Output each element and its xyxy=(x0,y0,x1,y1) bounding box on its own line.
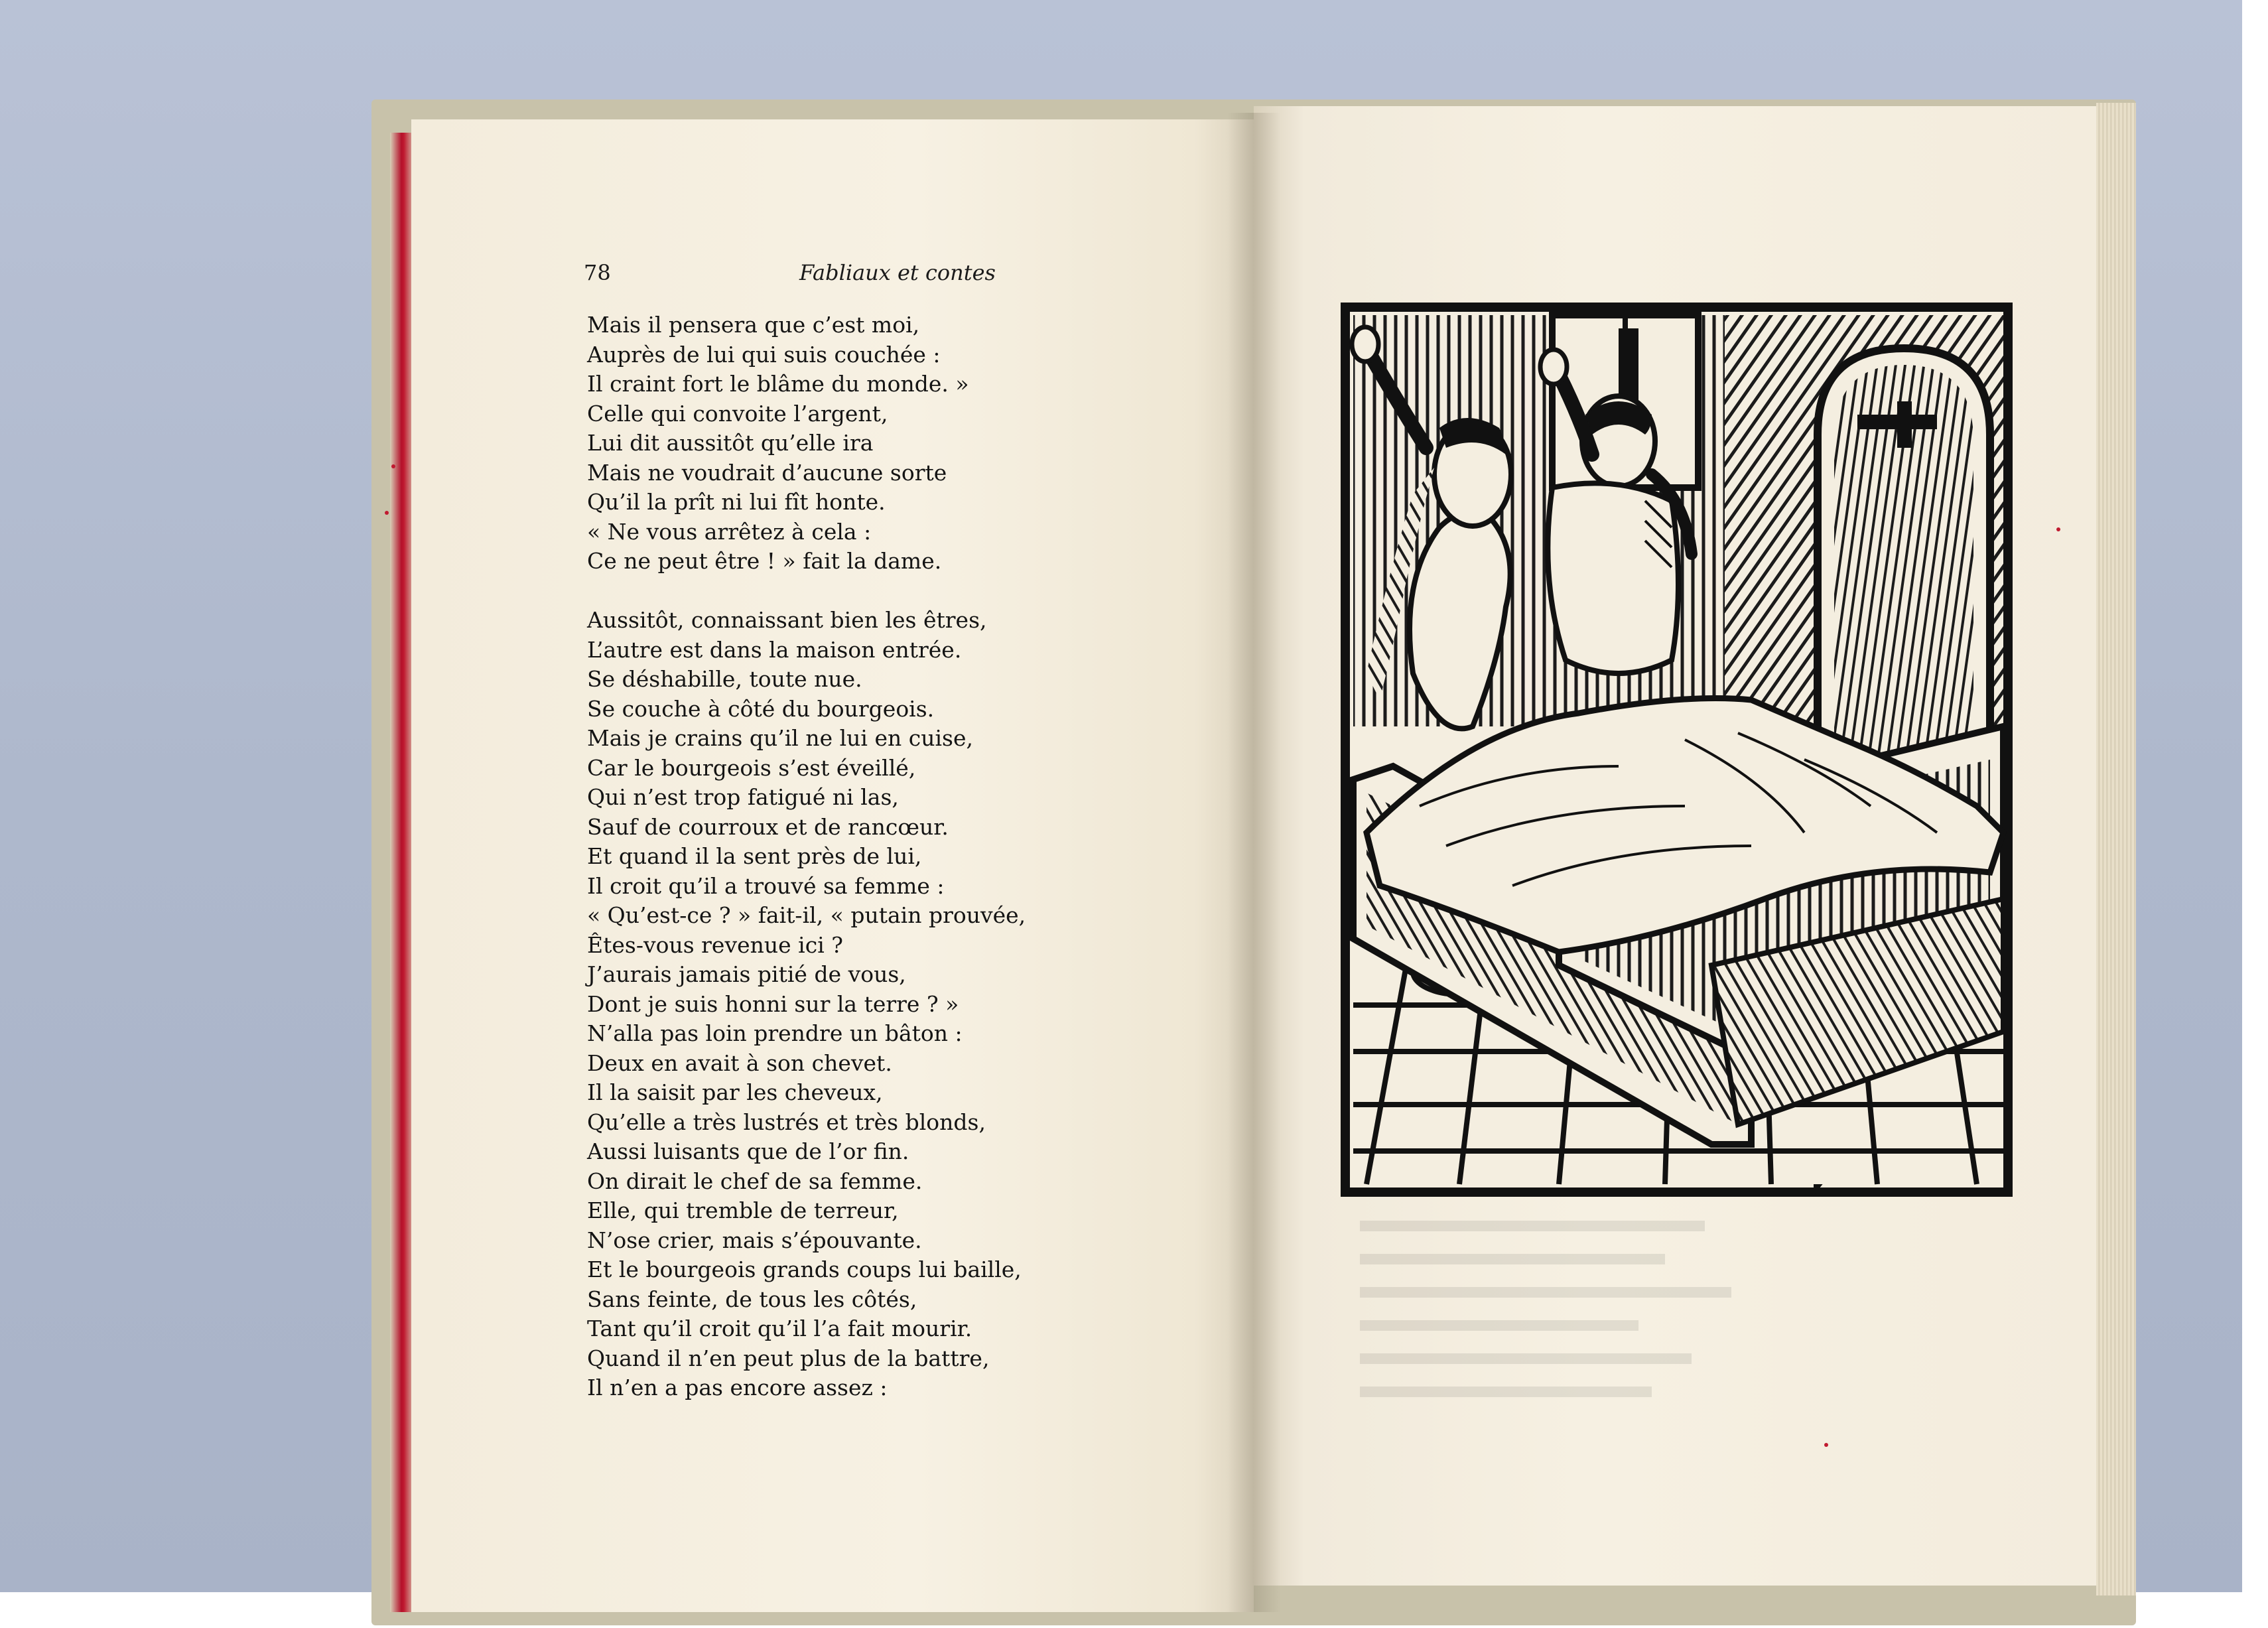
verse-line: N’ose crier, mais s’épouvante. xyxy=(587,1227,922,1253)
woodcut-illustration xyxy=(1340,302,2013,1197)
red-speck xyxy=(2056,527,2060,531)
verse-line: Lui dit aussitôt qu’elle ira xyxy=(587,430,874,456)
stanza-break xyxy=(587,577,1184,606)
verse-line: Qu’il la prît ni lui fît honte. xyxy=(587,489,886,515)
verse-line: Qui n’est trop fatigué ni las, xyxy=(587,784,899,810)
verse-line: Quand il n’en peut plus de la battre, xyxy=(587,1345,990,1371)
verse-line: Sauf de courroux et de rancœur. xyxy=(587,813,949,840)
verse-line: Il la saisit par les cheveux, xyxy=(587,1079,883,1105)
red-speck xyxy=(391,464,395,468)
verse-line: Et quand il la sent près de lui, xyxy=(587,843,922,869)
verse-line: Celle qui convoite l’argent, xyxy=(587,400,888,427)
verse-line: Dont je suis honni sur la terre ? » xyxy=(587,990,959,1017)
running-title: Fabliaux et contes xyxy=(799,260,996,285)
verse-line: Il n’en a pas encore assez : xyxy=(587,1375,888,1400)
verse-line: On dirait le chef de sa femme. xyxy=(587,1168,923,1194)
red-speck xyxy=(385,511,389,515)
verse-line: Il craint fort le blâme du monde. » xyxy=(587,371,969,397)
verse-line: Auprès de lui qui suis couchée : xyxy=(587,341,941,368)
verse-line: Deux en avait à son chevet. xyxy=(587,1050,892,1076)
verse-line: Se déshabille, toute nue. xyxy=(587,666,862,692)
verse-line: Mais il pensera que c’est moi, xyxy=(587,312,920,338)
verse-line: Aussitôt, connaissant bien les êtres, xyxy=(587,607,987,633)
verse-line: L’autre est dans la maison entrée. xyxy=(587,636,962,663)
bleed-through-text xyxy=(1360,1214,1824,1413)
book-gutter xyxy=(1227,113,1280,1612)
page-stack-edge xyxy=(2096,103,2136,1595)
verse-line: N’alla pas loin prendre un bâton : xyxy=(587,1020,963,1046)
verse-line: « Qu’est-ce ? » fait-il, « putain prouvée, xyxy=(587,902,1026,928)
verse-line: Et le bourgeois grands coups lui baille, xyxy=(587,1256,1022,1282)
verse-line: Elle, qui tremble de terreur, xyxy=(587,1197,899,1223)
verse-line: Il croit qu’il a trouvé sa femme : xyxy=(587,872,945,899)
verse-line: Ce ne peut être ! » fait la dame. xyxy=(587,548,942,574)
verse-text xyxy=(587,310,1184,1403)
verse-line: Aussi luisants que de l’or fin. xyxy=(587,1138,909,1164)
verse-line: Tant qu’il croit qu’il l’a fait mourir. xyxy=(587,1316,972,1341)
verse-line: Car le bourgeois s’est éveillé, xyxy=(587,754,916,781)
verse-line: J’aurais jamais pitié de vous, xyxy=(587,961,906,987)
verse-line: Êtes-vous revenue ici ? xyxy=(587,931,843,958)
verse-line: Qu’elle a très lustrés et très blonds, xyxy=(587,1109,986,1135)
verse-line: Sans feinte, de tous les côtés, xyxy=(587,1286,917,1312)
page-number: 78 xyxy=(584,260,611,285)
verse-line: « Ne vous arrêtez à cela : xyxy=(587,518,872,545)
running-head xyxy=(584,260,1181,293)
verse-line: Mais je crains qu’il ne lui en cuise, xyxy=(587,725,973,751)
verse-line: Se couche à côté du bourgeois. xyxy=(587,695,935,722)
verse-line: Mais ne voudrait d’aucune sorte xyxy=(587,459,947,486)
red-speck xyxy=(1824,1443,1828,1447)
